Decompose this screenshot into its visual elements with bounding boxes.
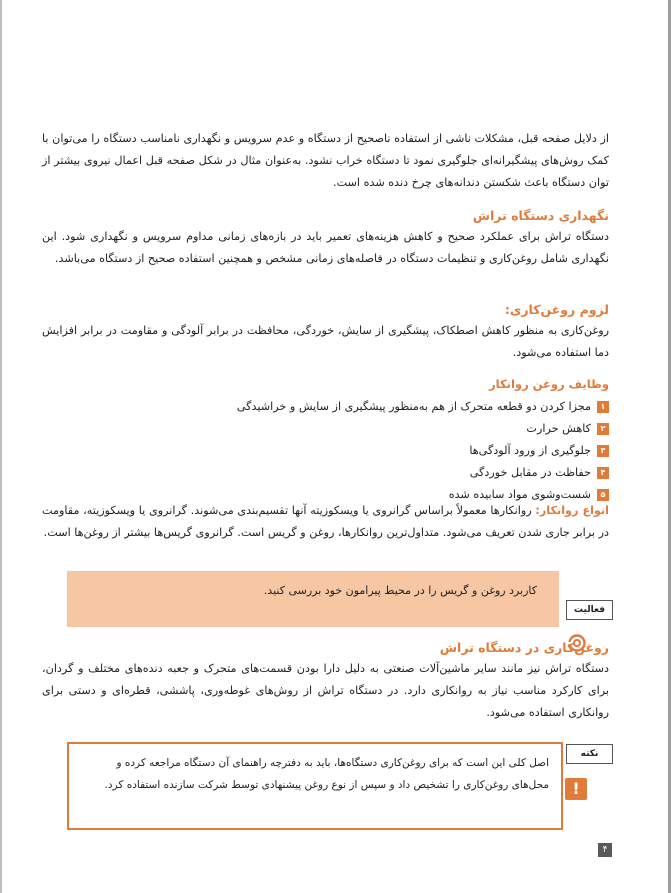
list-number: ۳ bbox=[597, 445, 609, 457]
lathe-lubrication-heading: روغن‌کاری در دستگاه تراش bbox=[439, 640, 609, 655]
page-number: ۴ bbox=[598, 843, 612, 857]
list-item-text: کاهش حرارت bbox=[526, 422, 591, 435]
intro-section bbox=[42, 128, 609, 194]
list-item-text: شست‌وشوی مواد سابیده شده bbox=[448, 488, 591, 501]
lathe-lubrication-section bbox=[42, 638, 609, 724]
maintenance-paragraph: دستگاه تراش برای عملکرد صحیح و کاهش هزینه‌های تعمیر باید در بازه‌های زمانی مداوم سرویس و نگهداری شود. این نگهداری شامل روغن‌کاری و تنظیمات دستگاه در فاصله‌های زمانی مشخص و همچنین استفاده صحیح از دستگاه می‌باشد. bbox=[42, 230, 609, 265]
list-item bbox=[42, 462, 609, 484]
activity-tab: فعالیت bbox=[566, 600, 613, 620]
maintenance-heading: نگهداری دستگاه تراش bbox=[472, 208, 609, 223]
note-tab: نکته bbox=[566, 744, 613, 764]
list-number: ۵ bbox=[597, 489, 609, 501]
lathe-lubrication-paragraph: دستگاه تراش نیز مانند سایر ماشین‌آلات صنعتی به دلیل دارا بودن قسمت‌های متحرک و جعبه دنده‌های مختلف و گردان، برای کارکرد مناسب نیاز به روانکاری دارد. در دستگاه تراش از روش‌های غوطه‌وری، پاششی، قطره‌ای و دستی برای روانکاری استفاده می‌شود. bbox=[42, 662, 609, 719]
lubricant-types-heading: انواع روانکار: bbox=[535, 504, 609, 517]
lubricant-types-text: روانکارها معمولاً براساس گرانروی یا ویسکوزیته آنها تقسیم‌بندی می‌شوند. گرانروی یا ویسکوزیته، مقاومت در برابر جاری شدن تعریف می‌شود. متداول‌ترین روانکارها، روغن و گریس است. گرانروی گریس‌ها بیشتر از روغن‌ها است. bbox=[42, 504, 609, 539]
activity-box bbox=[67, 571, 559, 627]
list-number: ۲ bbox=[597, 423, 609, 435]
lubrication-need-heading: لزوم روغن‌کاری: bbox=[504, 302, 609, 317]
lubrication-need-section bbox=[42, 300, 609, 364]
warning-icon: ! bbox=[565, 778, 587, 800]
activity-text: کاربرد روغن و گریس را در محیط پیرامون خود بررسی کنید. bbox=[263, 584, 537, 597]
list-item-text: جلوگیری از ورود آلودگی‌ها bbox=[469, 444, 591, 457]
list-item-text: مجزا کردن دو قطعه متحرک از هم به‌منظور پیشگیری از سایش و خراشیدگی bbox=[236, 400, 591, 413]
lubricant-types-paragraph bbox=[42, 500, 609, 544]
lubricant-functions-section bbox=[42, 374, 609, 506]
lubricant-types-section bbox=[42, 500, 609, 544]
list-number: ۱ bbox=[597, 401, 609, 413]
note-box bbox=[67, 742, 563, 830]
list-number: ۴ bbox=[597, 467, 609, 479]
list-item-text: حفاظت در مقابل خوردگی bbox=[469, 466, 591, 479]
intro-paragraph: از دلایل صفحه قبل، مشکلات ناشی از استفاده ناصحیح از دستگاه و عدم سرویس و نگهداری نامناسب دستگاه را می‌توان با کمک روش‌های پیشگیرانه‌ای جلوگیری نمود تا دستگاه خراب نشود. به‌عنوان مثال در شکل صفحه قبل اعمال نیروی بیشتر از توان دستگاه باعث شکستن دندانه‌های چرخ دنده شده است. bbox=[42, 132, 609, 189]
list-item bbox=[42, 396, 609, 418]
functions-list bbox=[42, 396, 609, 506]
list-item bbox=[42, 440, 609, 462]
lubrication-need-paragraph: روغن‌کاری به منظور کاهش اصطکاک، پیشگیری از سایش، خوردگی، محافظت در برابر آلودگی و مقاومت در برابر افزایش دما استفاده می‌شود. bbox=[42, 324, 609, 359]
note-text: اصل کلی این است که برای روغن‌کاری دستگاه‌ها، باید به دفترچه راهنمای آن دستگاه مراجعه کرده و محل‌های روغن‌کاری را تشخیص داد و سپس از نوع روغن پیشنهادی توسط شرکت سازنده استفاده کرد. bbox=[104, 757, 549, 791]
list-item bbox=[42, 418, 609, 440]
lubricant-functions-heading: وظایف روغن روانکار bbox=[489, 377, 609, 391]
page-edge-left bbox=[0, 0, 2, 893]
maintenance-section bbox=[42, 206, 609, 270]
